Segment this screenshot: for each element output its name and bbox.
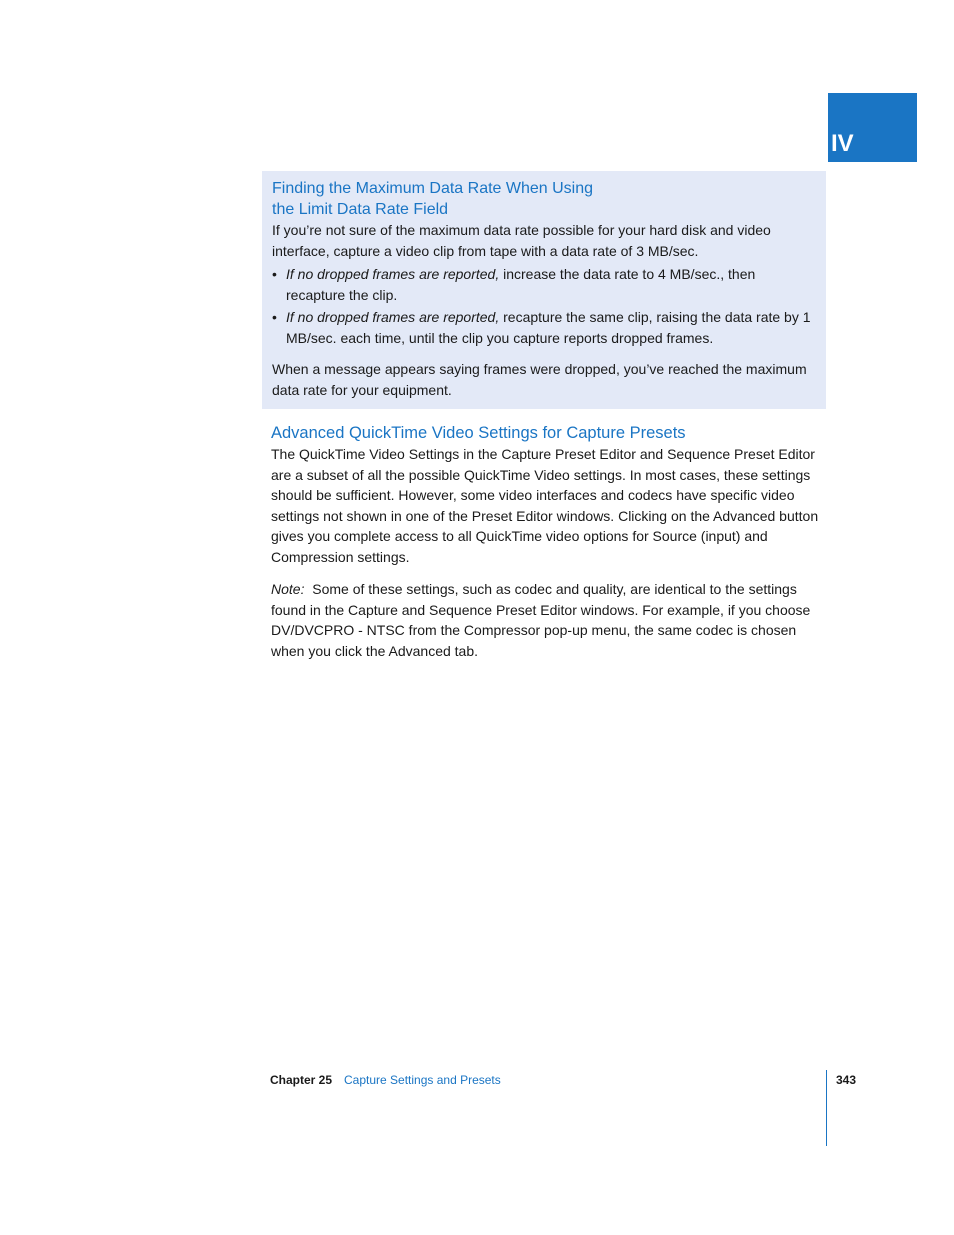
list-item	[272, 307, 816, 348]
section-heading: Advanced QuickTime Video Settings for Capture Presets	[271, 424, 686, 442]
note-text: Some of these settings, such as codec and quality, are identical to the settings found in the Capture and Sequence Preset Editor windows. For example, if you choose DV/DVCPRO - NTSC from the Compressor pop-up menu, the same codec is chosen when you click the Advanced tab.	[271, 581, 811, 659]
list-item	[272, 264, 816, 305]
sidebar-heading	[272, 178, 816, 220]
sidebar-box	[262, 171, 826, 409]
sidebar-heading-line2: the Limit Data Rate Field	[272, 201, 449, 218]
part-tab	[828, 93, 917, 162]
footer-divider	[826, 1070, 827, 1146]
sidebar-intro: If you’re not sure of the maximum data rate possible for your hard disk and video interface, capture a video clip from tape with a data rate of 3 MB/sec.	[272, 222, 771, 259]
note-label: Note:	[271, 581, 305, 597]
bullet-icon: •	[272, 266, 277, 282]
advanced-section	[271, 423, 831, 661]
bullet-italic: If no dropped frames are reported,	[286, 309, 500, 325]
bullet-text: recapture the same clip, raising the data rate by 1 MB/sec. each time, until the clip you capture reports dropped frames.	[286, 309, 811, 346]
footer-chapter: Chapter 25	[270, 1073, 333, 1087]
bullet-icon: •	[272, 309, 277, 325]
footer-chapter-title: Capture Settings and Presets	[344, 1073, 501, 1087]
section-paragraph: The QuickTime Video Settings in the Capture Preset Editor and Sequence Preset Editor are a subset of all the possible QuickTime Video settings. In most cases, these settings should be sufficient. However, some video interfaces and codecs have specific video settings not shown in one of the Preset Editor windows. Clicking on the Advanced button gives you complete access to all QuickTime video options for Source (input) and Compression settings.	[271, 446, 819, 565]
bullet-italic: If no dropped frames are reported,	[286, 266, 500, 282]
page-number: 343	[836, 1073, 857, 1087]
note-paragraph	[271, 579, 831, 661]
bullet-text: increase the data rate to 4 MB/sec., then recapture the clip.	[286, 266, 756, 303]
sidebar-heading-line1: Finding the Maximum Data Rate When Using	[272, 180, 594, 197]
sidebar-closing: When a message appears saying frames were dropped, you’ve reached the maximum data rate for your equipment.	[272, 361, 807, 398]
sidebar-bullet-list	[272, 264, 816, 348]
part-tab-label: IV	[831, 130, 854, 157]
